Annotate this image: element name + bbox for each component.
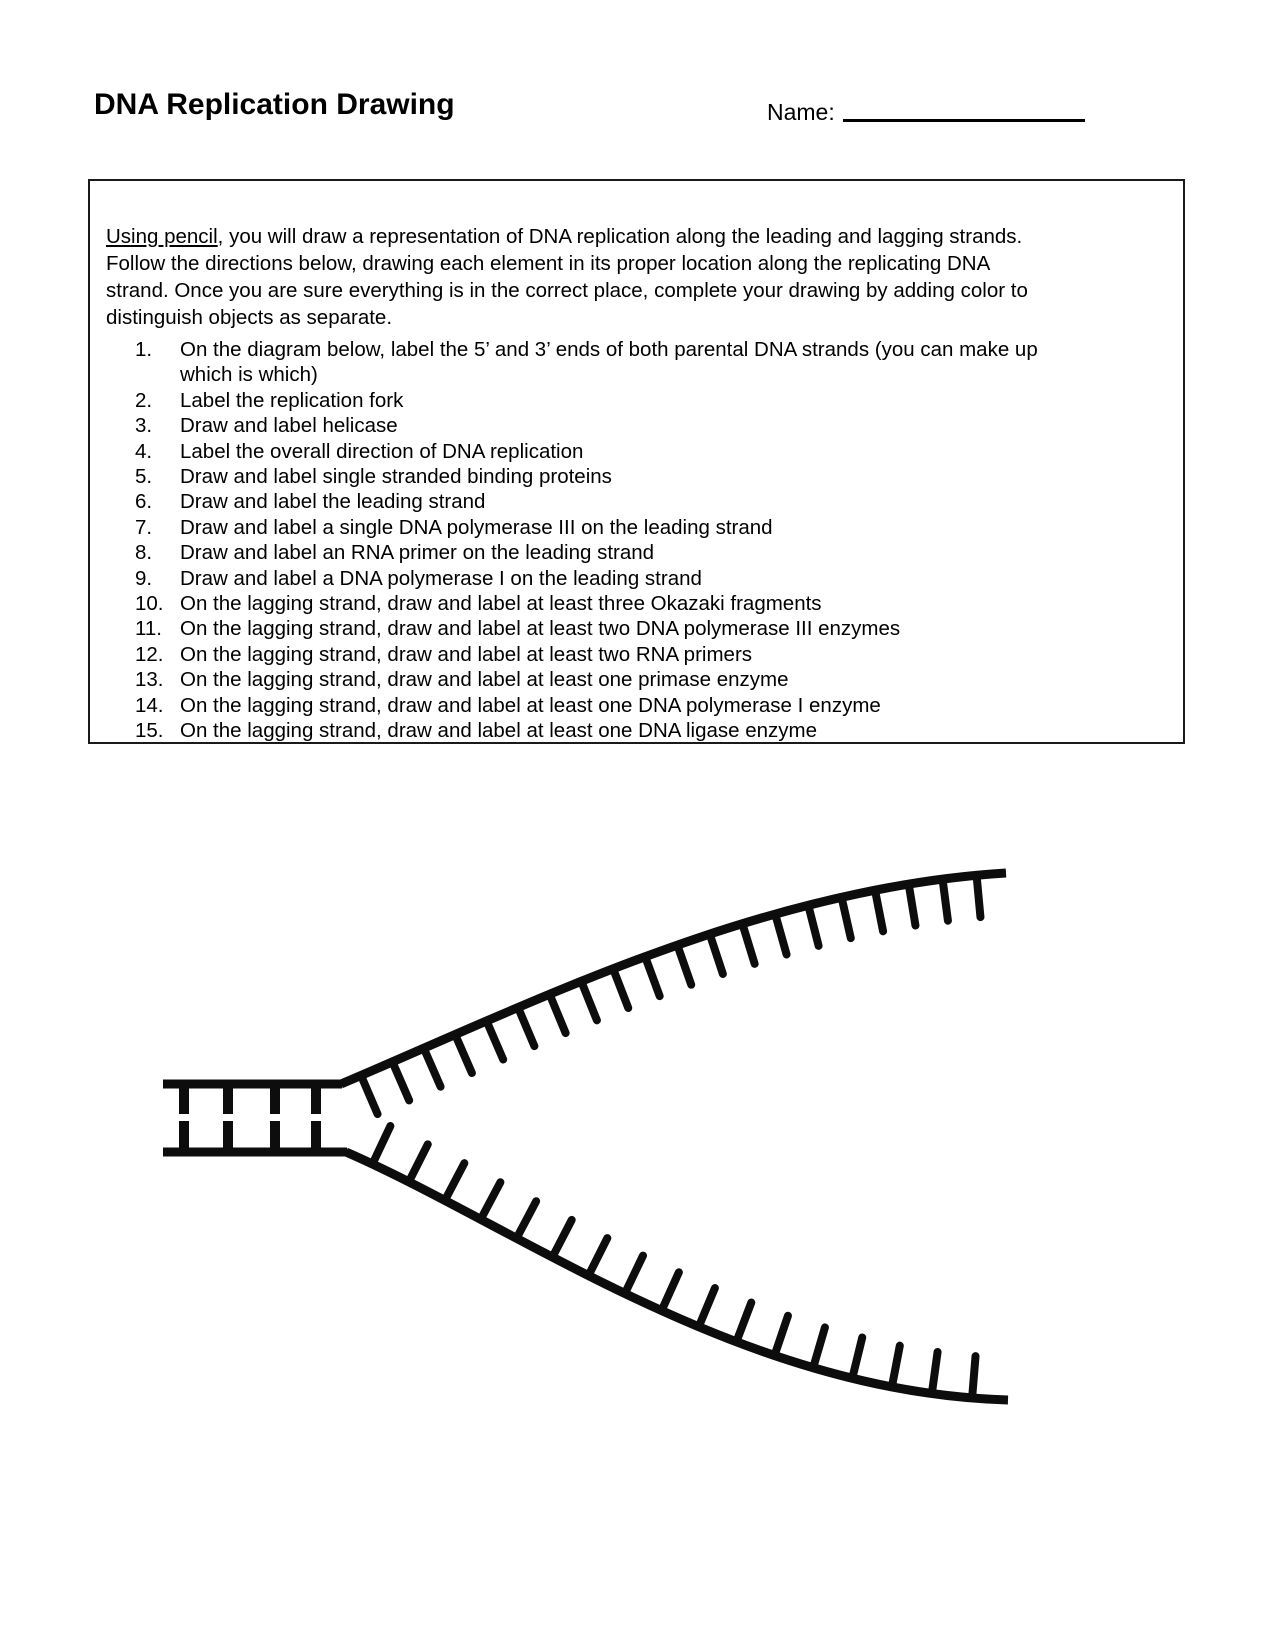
- bottom-strand-base-tooth: [892, 1346, 900, 1387]
- instruction-item-number: 8.: [135, 541, 153, 565]
- instruction-item: [135, 413, 1183, 438]
- instruction-list: [90, 337, 1183, 744]
- instruction-item: [135, 337, 1183, 388]
- intro-paragraph: [106, 223, 1183, 331]
- bottom-strand-base-tooth: [736, 1303, 751, 1342]
- bottom-strand-base-tooth: [932, 1352, 938, 1394]
- instruction-item: [135, 489, 1183, 514]
- instruction-item-number: 12.: [135, 642, 164, 666]
- page-title: DNA Replication Drawing: [94, 88, 455, 121]
- top-strand-base-tooth: [392, 1062, 409, 1101]
- top-strand-base-tooth: [645, 957, 660, 996]
- instruction-item-text: Draw and label a single DNA polymerase III on the leading strand: [180, 515, 773, 539]
- instruction-item-text: Draw and label an RNA primer on the leading strand: [180, 541, 655, 565]
- top-strand-base-tooth: [742, 924, 754, 964]
- top-strand-base-tooth: [943, 879, 948, 921]
- instruction-item-number: 7.: [135, 515, 153, 539]
- instruction-item-text: Draw and label helicase: [180, 414, 398, 438]
- top-strand-base-tooth: [808, 905, 818, 946]
- name-blank-line: [843, 119, 1085, 122]
- instruction-item-number: 5.: [135, 465, 153, 489]
- top-strand-base-tooth: [842, 897, 851, 938]
- bottom-strand-base-tooth: [775, 1316, 788, 1356]
- bottom-strand-base-tooth: [481, 1182, 501, 1219]
- instruction-item-number: 9.: [135, 566, 153, 590]
- bottom-strand-base-tooth: [552, 1220, 571, 1257]
- top-strand-base-tooth: [581, 981, 597, 1020]
- instruction-item: [135, 693, 1183, 718]
- top-strand-base-tooth: [487, 1021, 504, 1060]
- instruction-item-text: On the lagging strand, draw and label at least three Okazaki fragments: [180, 592, 822, 616]
- instruction-item-number: 2.: [135, 388, 153, 412]
- top-strand-base-tooth: [710, 934, 723, 974]
- bottom-strand-base-tooth: [517, 1201, 537, 1238]
- instruction-item: [135, 642, 1183, 667]
- instruction-item-number: 13.: [135, 668, 164, 692]
- name-label: Name:: [767, 99, 835, 125]
- instruction-item-text: On the lagging strand, draw and label at least one primase enzyme: [180, 668, 789, 692]
- dna-replication-fork-diagram: [130, 790, 1070, 1450]
- top-strand-base-tooth: [909, 884, 916, 925]
- bottom-strand-base-tooth: [625, 1256, 643, 1294]
- instruction-item: [135, 464, 1183, 489]
- instruction-item: [135, 515, 1183, 540]
- bottom-strand-base-tooth: [372, 1126, 390, 1164]
- instruction-item-number: 14.: [135, 693, 164, 717]
- top-strand-base-tooth: [775, 914, 786, 954]
- instruction-item-text: On the lagging strand, draw and label at least one DNA polymerase I enzyme: [180, 693, 881, 717]
- instruction-item: [135, 566, 1183, 591]
- instruction-item-number: 11.: [135, 617, 162, 641]
- intro-line-1: Using pencil, you will draw a representation of DNA replication along the leading and lagging strands.: [106, 225, 1023, 248]
- instruction-item-number: 15.: [135, 719, 164, 743]
- instruction-item: [135, 616, 1183, 641]
- bottom-strand-base-tooth: [852, 1337, 862, 1378]
- instruction-item-text: On the lagging strand, draw and label at least two RNA primers: [180, 642, 753, 666]
- instruction-item: [135, 388, 1183, 413]
- top-strand-base-tooth: [550, 994, 566, 1033]
- top-strand-base-tooth: [361, 1075, 378, 1114]
- instruction-item-text: Draw and label single stranded binding proteins: [180, 465, 612, 489]
- instruction-item-number: 1.: [135, 338, 153, 361]
- instruction-item: [135, 591, 1183, 616]
- intro-line-3: strand. Once you are sure everything is in the correct place, complete your drawing by adding color to: [106, 279, 1028, 302]
- instruction-item-text: On the diagram below, label the 5’ and 3’ ends of both parental DNA strands (you can make up which is which): [180, 338, 1038, 387]
- instruction-item: [135, 718, 1183, 743]
- top-strand-base-tooth: [424, 1048, 441, 1086]
- replication-fork-svg: [130, 790, 1070, 1450]
- top-strand-base-tooth: [875, 890, 883, 931]
- intro-underlined-phrase: Using pencil: [106, 225, 218, 248]
- instruction-item: [135, 667, 1183, 692]
- bottom-strand-base-tooth: [813, 1327, 825, 1367]
- top-strand-base-tooth: [518, 1007, 534, 1046]
- bottom-strand-base-tooth: [445, 1163, 464, 1200]
- bottom-strand-base-tooth: [972, 1356, 975, 1398]
- top-strand-base-tooth: [677, 945, 691, 985]
- bottom-strand-base-tooth: [588, 1238, 607, 1276]
- bottom-strand-base-tooth: [409, 1144, 428, 1181]
- intro-line-4: distinguish objects as separate.: [106, 306, 393, 329]
- top-strand-base-tooth: [455, 1035, 472, 1074]
- parental-strand-backbone: [341, 873, 1006, 1084]
- instruction-box: [88, 179, 1185, 744]
- instruction-item-number: 4.: [135, 439, 153, 463]
- instruction-item-text: Draw and label a DNA polymerase I on the leading strand: [180, 566, 702, 590]
- instruction-item-text: On the lagging strand, draw and label at least two DNA polymerase III enzymes: [180, 617, 901, 641]
- instruction-item-number: 3.: [135, 414, 153, 438]
- instruction-item-text: Draw and label the leading strand: [180, 490, 486, 514]
- bottom-strand-base-tooth: [699, 1288, 715, 1327]
- instruction-item-text: Label the overall direction of DNA replication: [180, 439, 584, 463]
- instruction-item: [135, 540, 1183, 565]
- instruction-item-number: 10.: [135, 592, 164, 616]
- instruction-item-text: Label the replication fork: [180, 388, 404, 412]
- intro-line-2: Follow the directions below, drawing each element in its proper location along the replicating DNA: [106, 252, 991, 275]
- top-strand-base-tooth: [977, 875, 981, 917]
- instruction-item: [135, 439, 1183, 464]
- bottom-strand-base-tooth: [662, 1272, 679, 1310]
- instruction-item-number: 6.: [135, 490, 153, 514]
- top-strand-base-tooth: [613, 969, 628, 1008]
- instruction-item-text: On the lagging strand, draw and label at least one DNA ligase enzyme: [180, 719, 818, 743]
